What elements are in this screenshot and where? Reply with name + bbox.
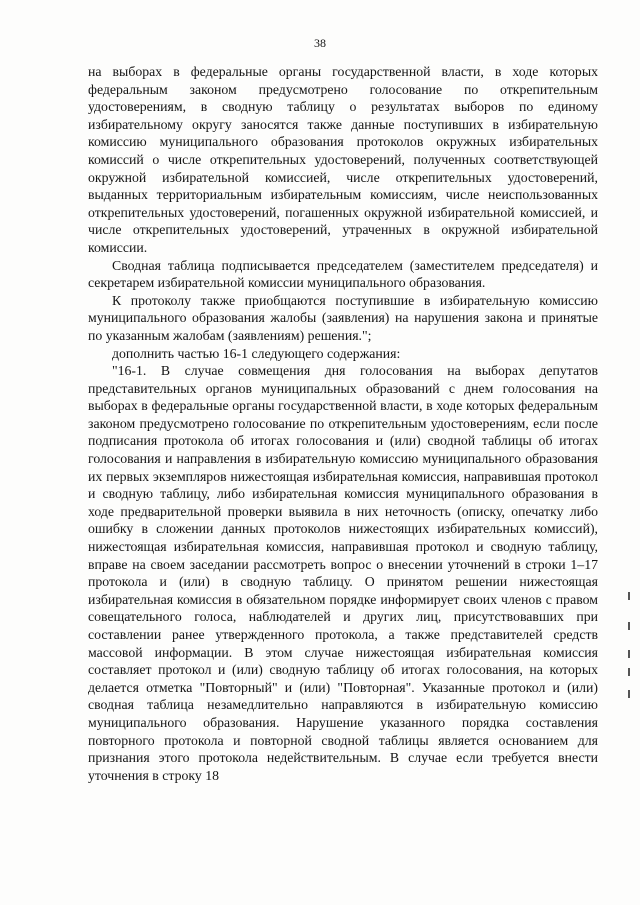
paragraph-4: дополнить частью 16-1 следующего содержания:	[112, 345, 401, 361]
page-number: 38	[314, 36, 326, 50]
paragraph-2: Сводная таблица подписывается председателем (заместителем председателя) и секретарем избирательной комиссии муниципального образования.	[88, 257, 598, 291]
scan-edge-mark	[628, 592, 630, 600]
document-body	[88, 63, 598, 784]
scan-edge-mark	[628, 622, 630, 630]
scan-edge-mark	[628, 668, 630, 676]
paragraph-1: на выборах в федеральные органы государственной власти, в ходе которых федеральным законом предусмотрено голосование по открепительным удостоверениям, в сводную таблицу о результатах выборов по единому избирательному округу заносятся также данные поступивших в избирательную комиссию муниципального образования протоколов окружных избирательных комиссий о числе открепительных удостоверений, полученных соответствующей окружной избирательной комиссией, числе открепительных удостоверений, выданных территориальным избирательным комиссиям, числе неиспользованных открепительных удостоверений, погашенных окружной избирательной комиссией, и числе открепительных удостоверений, утраченных в окружной избирательной комиссии.	[88, 64, 598, 255]
scan-edge-mark	[628, 690, 630, 698]
scan-edge-mark	[628, 650, 630, 658]
paragraph-5: "16-1. В случае совмещения дня голосования на выборах депутатов представительных органов муниципальных образований с днем голосования на выборах в федеральные органы государственной власти, в ходе которых федеральным законом предусмотрено голосование по открепительным удостоверениям, если после подписания протокола об итогах голосования и (или) сводной таблицы об итогах голосования и направления в избирательную комиссию муниципального образования их первых экземпляров нижестоящая избирательная комиссия, направившая протокол и сводную таблицу, либо избирательная комиссия муниципального образования в ходе предварительной проверки выявила в них неточность (описку, опечатку либо ошибку в сложении данных протоколов нижестоящих избирательных комиссий), нижестоящая избирательная комиссия, направившая протокол и сводную таблицу, вправе на своем заседании рассмотреть вопрос о внесении уточнений в строки 1–17 протокола и (или) в сводную таблицу. О принятом решении нижестоящая избирательная комиссия в обязательном порядке информирует своих членов с правом совещательного голоса, наблюдателей и других лиц, присутствовавших при составлении ранее утвержденного протокола, а также представителей средств массовой информации. В этом случае нижестоящая избирательная комиссия составляет протокол и (или) сводную таблицу об итогах голосования, на которых делается отметка "Повторный" и (или) "Повторная". Указанные протокол и (или) сводная таблица незамедлительно направляются в избирательную комиссию муниципального образования. Нарушение указанного порядка составления повторного протокола и повторной сводной таблицы является основанием для признания этого протокола недействительным. В случае если требуется внести уточнения в строку 18	[88, 363, 598, 783]
paragraph-3: К протоколу также приобщаются поступившие в избирательную комиссию муниципального образования жалобы (заявления) на нарушения закона и принятые по указанным жалобам (заявлениям) решения.";	[88, 292, 598, 343]
